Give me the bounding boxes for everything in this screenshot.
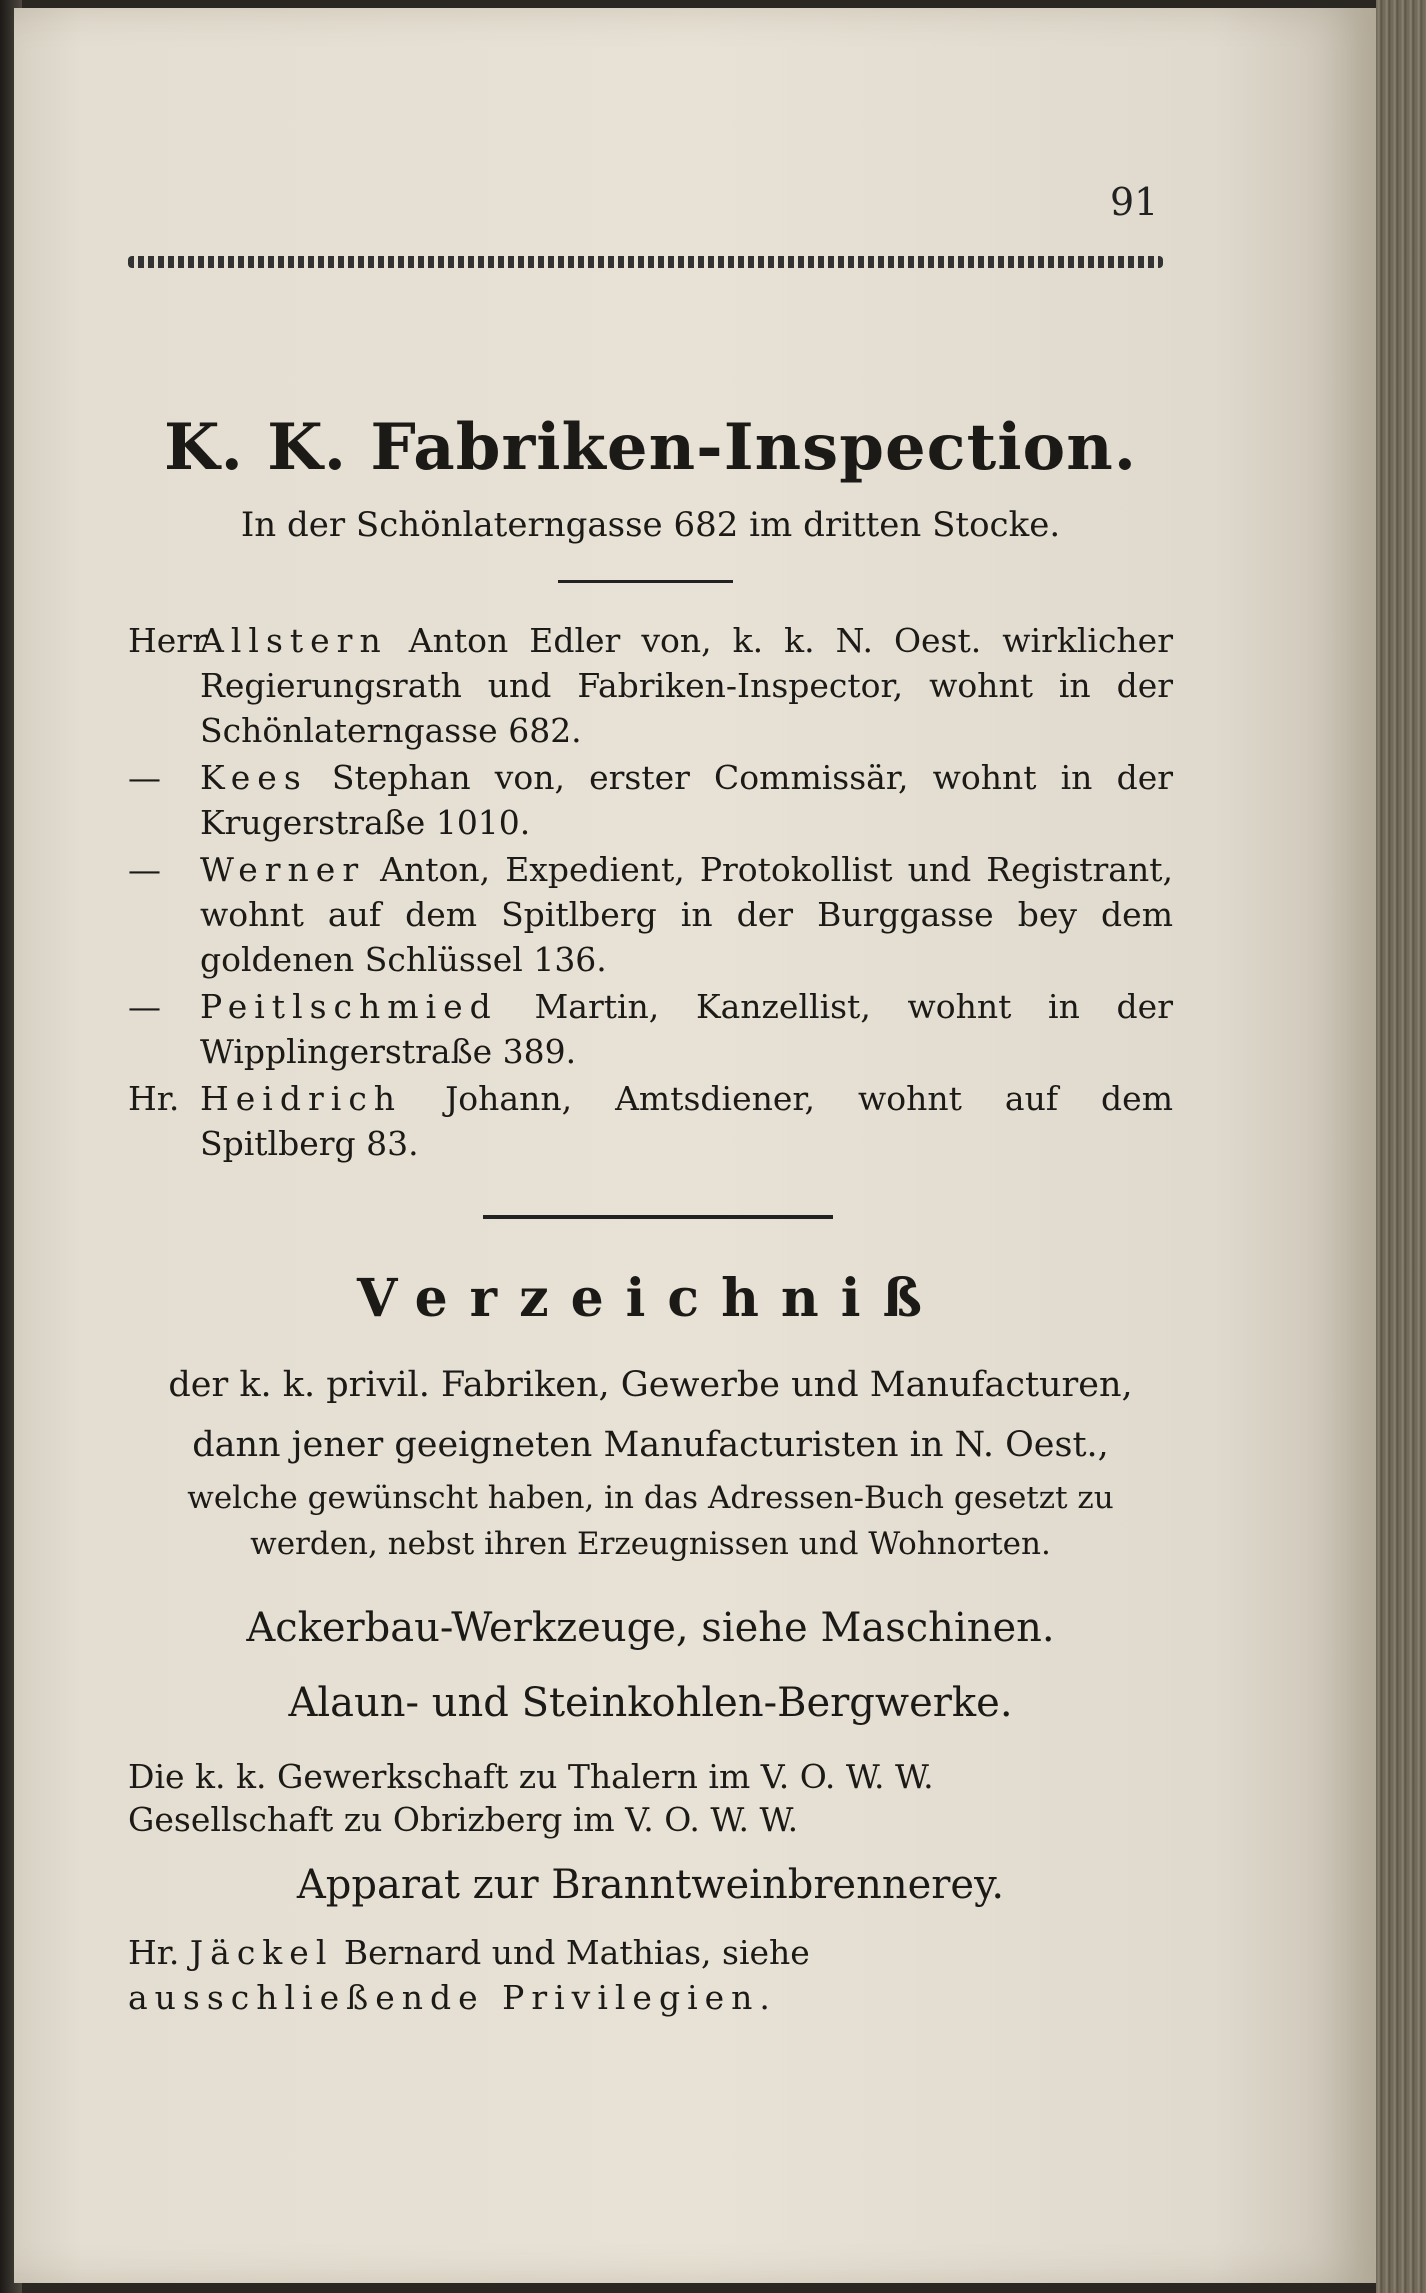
staff-entry: — Kees Stephan von, erster Commissär, wohnt in der Krugerstraße 1010. <box>128 758 1173 842</box>
page-title: K. K. Fabriken-Inspection. <box>163 410 1138 485</box>
staff-name: Peitlschmied <box>200 987 498 1026</box>
staff-entry: Hr. Heidrich Johann, Amtsdiener, wohnt auf dem Spitlberg 83. <box>128 1079 1173 1163</box>
category-heading: Alaun- und Steinkohlen-Bergwerke. <box>288 1680 1013 1726</box>
ornamental-rule <box>128 256 1163 268</box>
staff-entry: — Werner Anton, Expedient, Protokollist und Registrant, wohnt auf dem Spitlberg in der Burggasse bey dem goldenen Schlüssel 136. <box>128 850 1173 979</box>
staff-name: Kees <box>200 758 308 797</box>
section-intro <box>128 1355 1173 1567</box>
section-divider <box>483 1215 833 1219</box>
page-number: 91 <box>1110 180 1159 224</box>
category-heading: Ackerbau-Werkzeuge, siehe Maschinen. <box>246 1605 1055 1651</box>
listing-line: Gesellschaft zu Obrizberg im V. O. W. W. <box>128 1800 799 1839</box>
staff-name: Heidrich <box>200 1079 403 1118</box>
intro-line: der k. k. privil. Fabriken, Gewerbe und Manufacturen, <box>168 1365 1133 1405</box>
intro-line: dann jener geeigneten Manufacturisten in N. Oest., <box>192 1425 1109 1465</box>
listing-line: Die k. k. Gewerkschaft zu Thalern im V. O. W. W. <box>128 1757 934 1796</box>
staff-entry: HerrAllstern Anton Edler von, k. k. N. Oest. wirklicher Regierungsrath und Fabriken-Inspector, wohnt in der Schönlaterngasse 682. <box>128 621 1173 750</box>
listing-entry: Hr. Jäckel Bernard und Mathias, siehe ausschließende Privilegien. <box>128 1933 810 2017</box>
listing-name: Jäckel <box>189 1933 334 1972</box>
staff-name: Allstern <box>200 621 388 660</box>
cross-reference: ausschließende Privilegien. <box>128 1978 777 2017</box>
page-edges <box>1376 0 1426 2293</box>
office-address: In der Schönlaterngasse 682 im dritten Stocke. <box>240 505 1061 545</box>
category-heading: Apparat zur Branntweinbrennerey. <box>296 1862 1005 1908</box>
section-title: Verzeichniß <box>357 1268 944 1329</box>
staff-list <box>128 618 1173 1168</box>
staff-name: Werner <box>200 850 366 889</box>
intro-line: welche gewünscht haben, in das Adressen-Buch gesetzt zu werden, nebst ihren Erzeugnissen und Wohnorten. <box>187 1480 1114 1562</box>
staff-entry: — Peitlschmied Martin, Kanzellist, wohnt in der Wipplingerstraße 389. <box>128 987 1173 1071</box>
short-divider <box>558 580 733 583</box>
